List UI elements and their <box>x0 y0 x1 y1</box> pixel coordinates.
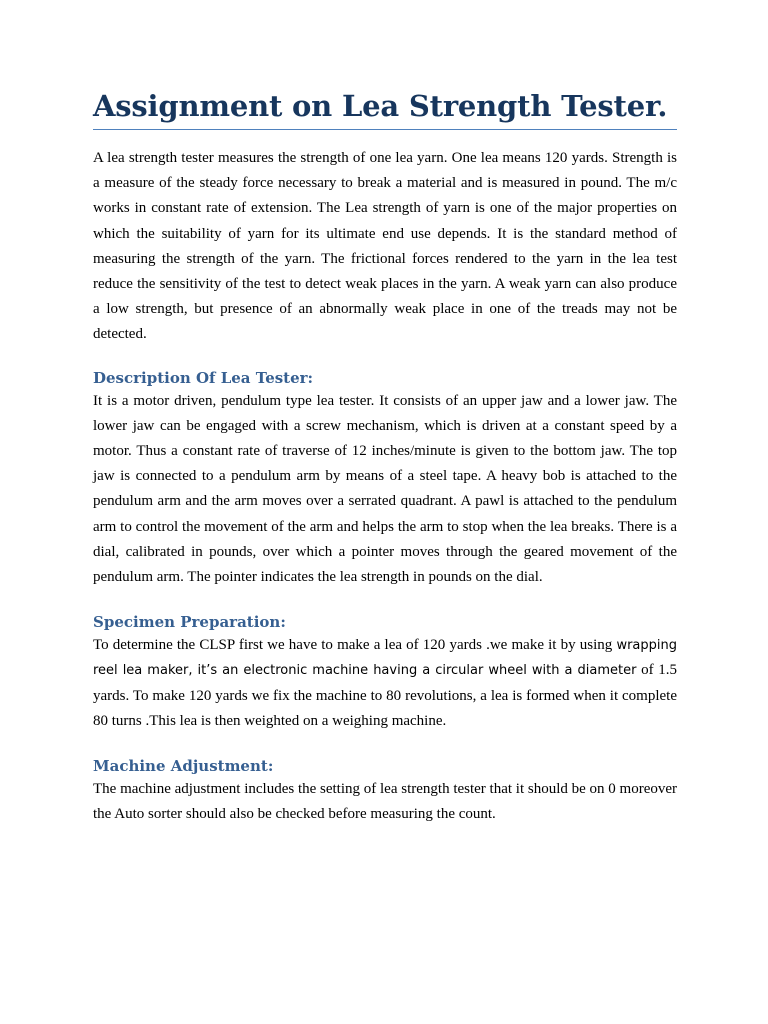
section-body-specimen <box>93 633 677 734</box>
section-heading-machine-adjustment: Machine Adjustment: <box>93 757 274 776</box>
document-title: Assignment on Lea Strength Tester. <box>93 86 677 130</box>
specimen-text-part-1: To determine the CLSP first we have to make a lea of 120 yards .we make it by using <box>93 637 617 654</box>
section-body-machine-adjustment: The machine adjustment includes the setting of lea strength tester that it should be on 0 moreover the Auto sorter should also be checked before measuring the count. <box>93 781 678 823</box>
section-heading-description: Description Of Lea Tester: <box>93 368 314 387</box>
specimen-text-part-2: wrapping reel lea maker, it’s an electronic machine having a circular wheel with a diameter <box>93 638 677 679</box>
specimen-text-part-3: of 1.5 yards. To make 120 yards we fix the machine to 80 revolutions, a lea is formed when it complete 80 turns .This lea is then weighted on a weighing machine. <box>93 662 677 729</box>
intro-paragraph: A lea strength tester measures the strength of one lea yarn. One lea means 120 yards. Strength is a measure of the steady force necessary to break a material and is measured in pound. The m/c works in constant rate of extension. The Lea strength of yarn is one of the major properties on which the suitability of yarn for its ultimate end use depends. It is the standard method of measuring the strength of the yarn. The frictional forces rendered to the yarn in the lea test reduce the sensitivity of the test to detect weak places in the yarn. A weak yarn can also produce a low strength, but presence of an abnormally weak place in one of the treads may not be detected. <box>93 150 677 343</box>
page-content <box>93 86 677 827</box>
section-heading-specimen: Specimen Preparation: <box>93 613 286 632</box>
section-body-description: It is a motor driven, pendulum type lea tester. It consists of an upper jaw and a lower jaw. The lower jaw can be engaged with a screw mechanism, which is driven at a constant speed by a motor. Thus a constant rate of traverse of 12 inches/minute is given to the bottom jaw. The top jaw is connected to a pendulum arm by means of a steel tape. A heavy bob is attached to the pendulum arm and the arm moves over a serrated quadrant. A pawl is attached to the pendulum arm to control the movement of the arm and helps the arm to stop when the lea breaks. There is a dial, calibrated in pounds, over which a pointer moves through the geared movement of the pendulum arm. The pointer indicates the lea strength in pounds on the dial. <box>93 392 677 586</box>
